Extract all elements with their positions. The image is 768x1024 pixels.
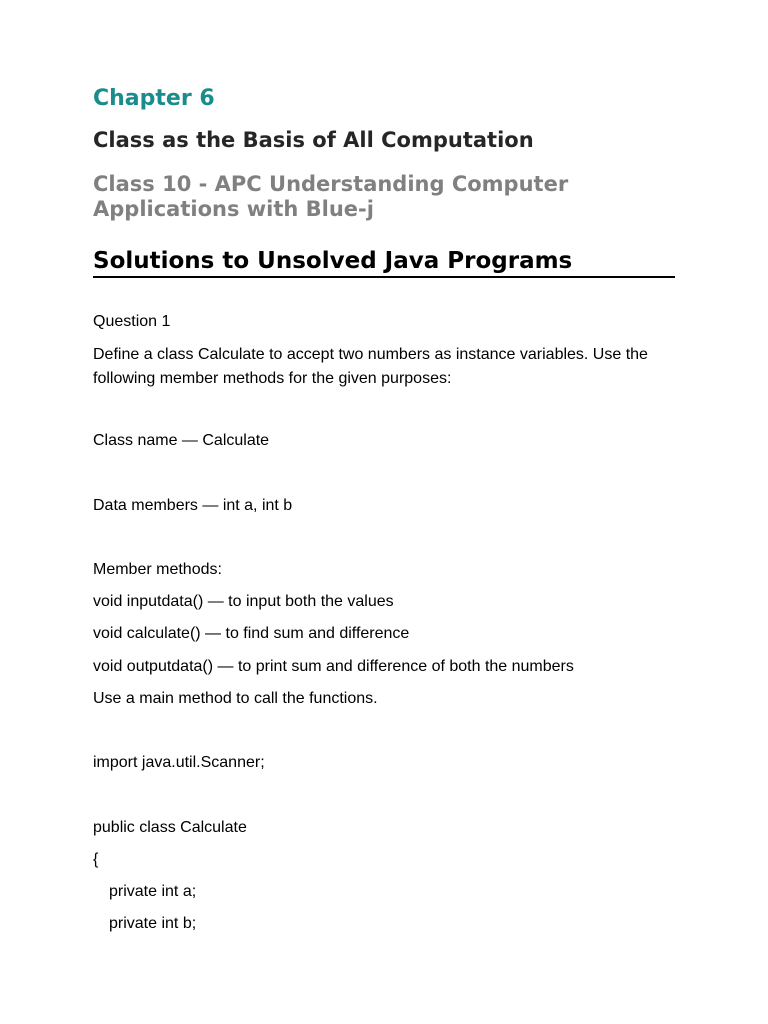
method-item: void calculate() — to find sum and difference xyxy=(93,625,410,642)
class-name-line: Class name — Calculate xyxy=(93,432,270,449)
data-members-line: Data members — int a, int b xyxy=(93,497,293,514)
code-import-line: import java.util.Scanner; xyxy=(93,754,265,771)
main-method-note: Use a main method to call the functions. xyxy=(93,690,378,707)
chapter-title: Class as the Basis of All Computation xyxy=(93,128,534,152)
class-subtitle: Class 10 - APC Understanding Computer Applications with Blue-j xyxy=(93,172,569,221)
code-class-declaration: public class Calculate xyxy=(93,819,247,836)
chapter-label: Chapter 6 xyxy=(93,86,215,111)
question-label: Question 1 xyxy=(93,313,171,330)
code-field-a: private int a; xyxy=(109,883,197,900)
method-item: void outputdata() — to print sum and difference of both the numbers xyxy=(93,658,574,675)
section-title: Solutions to Unsolved Java Programs xyxy=(93,248,675,278)
method-item: void inputdata() — to input both the values xyxy=(93,593,394,610)
member-methods-heading: Member methods: xyxy=(93,561,222,578)
question-prompt: Define a class Calculate to accept two numbers as instance variables. Use the following member methods for the given purposes: xyxy=(93,346,648,387)
code-open-brace: { xyxy=(93,851,99,868)
code-field-b: private int b; xyxy=(109,915,197,932)
